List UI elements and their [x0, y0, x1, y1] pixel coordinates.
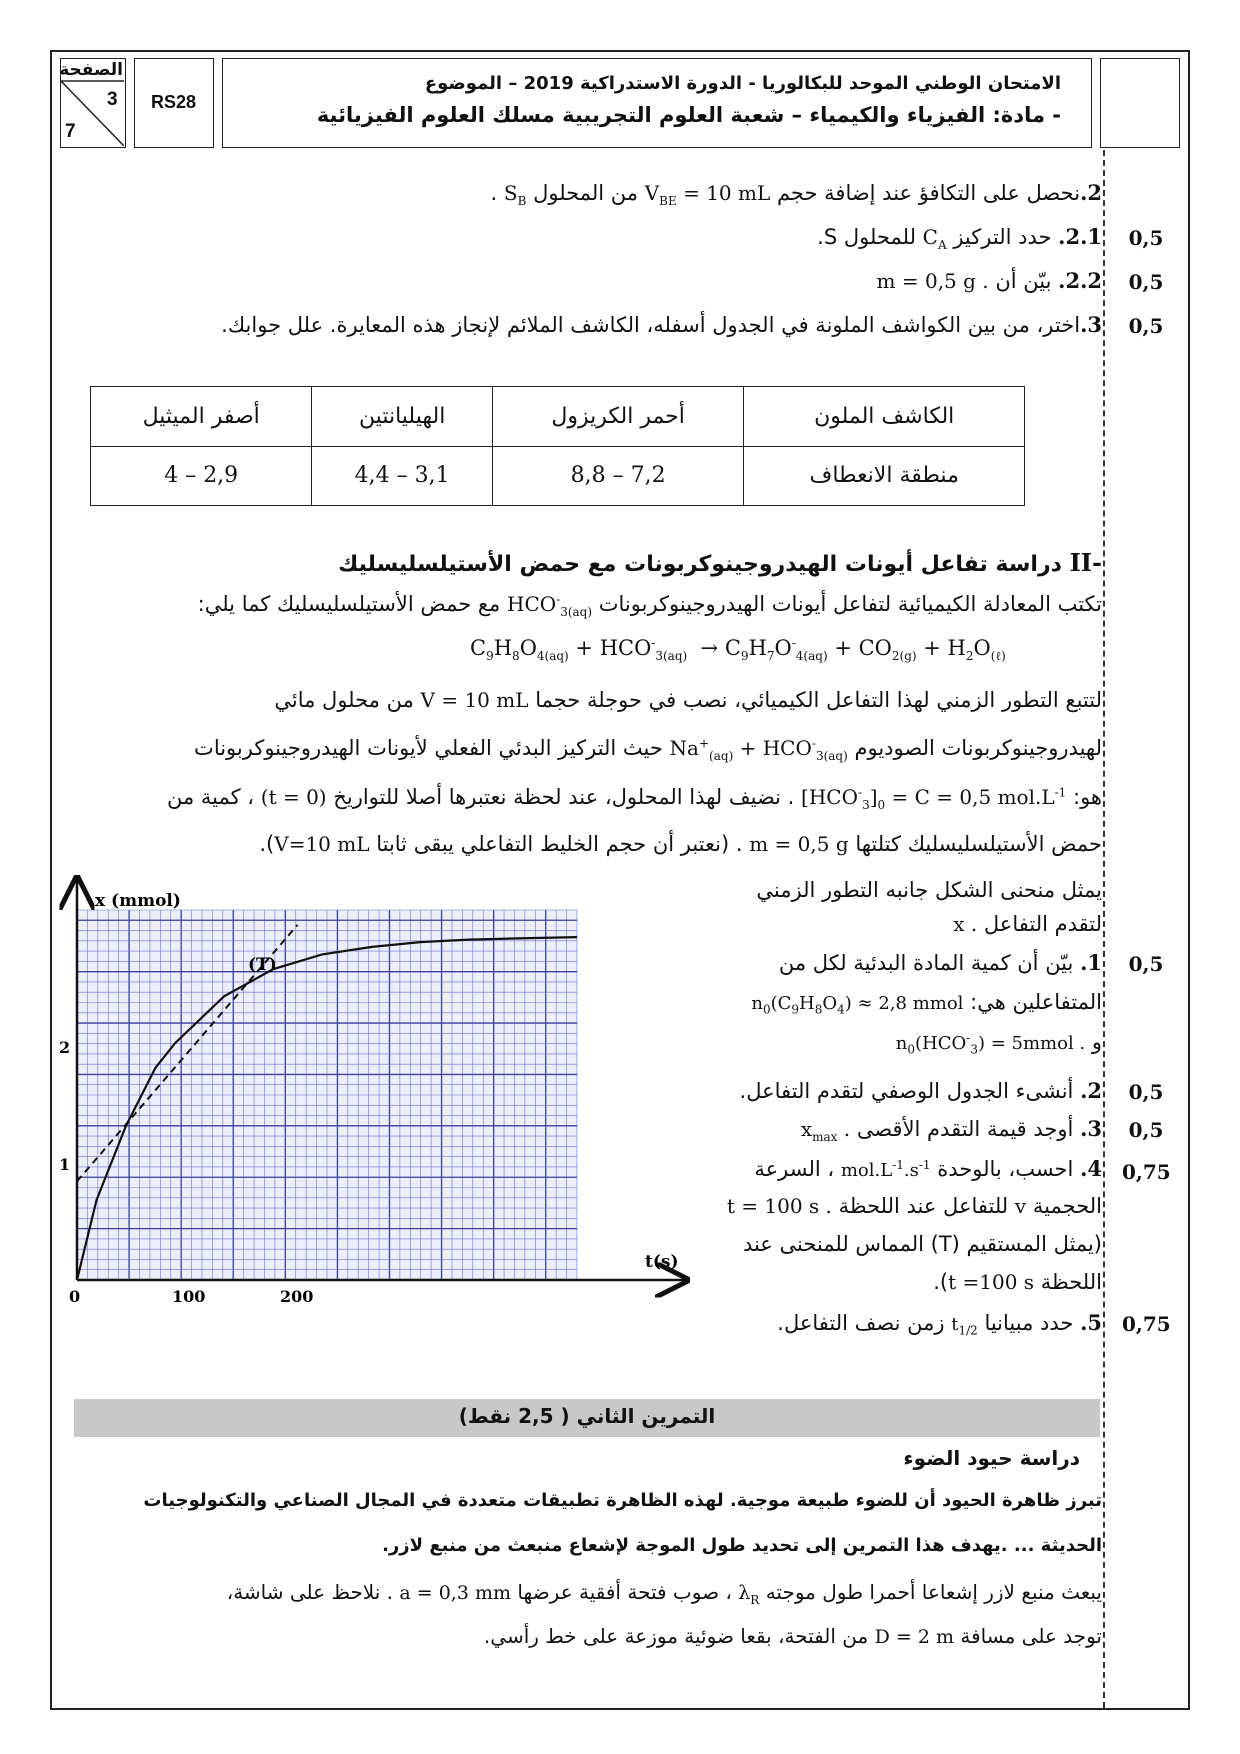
table-cell: منطقة الانعطاف — [744, 446, 1025, 506]
table-cell: 3,1 – 4,4 — [312, 446, 493, 506]
exercise2-p4: توجد على مسافة D = 2 m من الفتحة، بقعا ضوئية موزعة على خط رأسي. — [483, 1624, 1102, 1648]
part2-p2: لهيدروجينوكربونات الصوديوم $Na^+_{(aq)} + HCO^-_{3(aq)}$ حيث التركيز البدئي الفعلي لأيونات الهيدروجينوكربونات — [194, 736, 1102, 763]
reaction-equation: $C_9H_8O_{4(aq)} + HCO^-_{3(aq)} \to C_9H_7O^-_{4(aq)} + CO_{2(g)} + H_2O_{(\ell)}$ — [470, 636, 1006, 664]
page-total: 7 — [65, 121, 76, 142]
tangent-label: (T) — [248, 955, 277, 975]
p2-q1b: المتفاعلين هي: $n_0(C_9H_8O_4) \approx 2,8$ mmol — [751, 990, 1102, 1017]
p2-q2: 2. أنشىء الجدول الوصفي لتقدم التفاعل. — [739, 1078, 1102, 1103]
x-tick-label: 0 — [69, 1287, 81, 1306]
p2-q5-mark: 0,75 — [1122, 1312, 1171, 1336]
part2-p3: هو: $[HCO^-_3]_0 = C = 0,5$ $mol.L^{-1}$ . نضيف لهذا المحلول، عند لحظة نعتبرها أصلا للتواريخ (t = 0) ، كمية من — [166, 785, 1102, 812]
p2-q4: 4. احسب، بالوحدة $mol.L^{-1}.s^{-1}$ ، السرعة — [754, 1156, 1102, 1181]
p2-q3: 3. أوجد قيمة التقدم الأقصى $x_{max}$ . — [800, 1116, 1102, 1144]
exam-code: RS28 — [150, 92, 197, 112]
table-cell: أحمر الكريزول — [492, 387, 744, 447]
q21-mark: 0,5 — [1128, 226, 1164, 250]
title-box — [222, 58, 1092, 148]
exercise2-title: التمرين الثاني ( 2,5 نقط) — [458, 1404, 716, 1428]
code-box — [134, 58, 214, 148]
p2-q4c: (يمثل المستقيم (T) المماس للمنحنى عند — [742, 1232, 1102, 1256]
table-cell: 2,9 – 4 — [91, 446, 312, 506]
x-axis-label: t(s) — [645, 1252, 679, 1272]
p2-q5: 5. حدد مبيانيا $t_{1/2}$ زمن نصف التفاعل. — [777, 1310, 1102, 1338]
q22-line: 2.2. بيّن أن m = 0,5 g . — [876, 268, 1102, 293]
part2-p4: حمض الأستيلسليسليك كتلتها m = 0,5 g . (نعتبر أن حجم الخليط التفاعلي يبقى ثابتا V=10 mL). — [259, 832, 1102, 856]
table-row — [91, 446, 1025, 506]
exercise2-p2: الحديثة ... .يهدف هذا التمرين إلى تحديد طول الموجة لإشعاع منبعث من منبع لازر. — [382, 1535, 1102, 1556]
header-title-line1: الامتحان الوطني الموحد للبكالوريا - الدورة الاستدراكية 2019 – الموضوع — [424, 73, 1061, 94]
page-number: 3 — [107, 89, 118, 110]
exercise2-subtitle: دراسة حيود الضوء — [903, 1446, 1080, 1470]
table-cell: أصفر الميثيل — [91, 387, 312, 447]
table-cell: الكاشف الملون — [744, 387, 1025, 447]
p2-q4d: اللحظة t =100 s). — [933, 1270, 1102, 1294]
curve-desc2: لتقدم التفاعل x . — [953, 912, 1102, 936]
advancement-graph — [55, 870, 695, 1310]
p2-q1c: و $n_0(HCO^-_3)$ = 5mmol . — [895, 1030, 1102, 1057]
page-number-box — [60, 58, 126, 148]
p2-q4b: الحجمية v للتفاعل عند اللحظة t = 100 s . — [726, 1194, 1102, 1218]
q22-mark: 0,5 — [1128, 270, 1164, 294]
part2-title: II- دراسة تفاعل أيونات الهيدروجينوكربونات مع حمض الأستيلسليسليك — [338, 548, 1102, 577]
indicator-table — [90, 386, 1025, 506]
q2-line: 2.نحصل على التكافؤ عند إضافة حجم $V_{BE} = 10$ mL من المحلول $S_B$ . — [490, 180, 1102, 208]
p2-q2-mark: 0,5 — [1128, 1080, 1164, 1104]
blank-box — [1100, 58, 1180, 148]
exercise2-p3: يبعث منبع لازر إشعاعا أحمرا طول موجته $\lambda_R$ ، صوب فتحة أفقية عرضها a = 0,3 mm . نلاحظ على شاشة، — [226, 1580, 1102, 1607]
y-axis-label: x (mmol) — [95, 891, 181, 911]
part2-intro: تكتب المعادلة الكيميائية لتفاعل أيونات الهيدروجينوكربونات $HCO^-_{3(aq)}$ مع حمض الأستيلسليسليك كما يلي: — [197, 592, 1102, 619]
header-title-line2: - مادة: الفيزياء والكيمياء – شعبة العلوم التجريبية مسلك العلوم الفيزيائية — [316, 103, 1061, 127]
p2-q3-mark: 0,5 — [1128, 1118, 1164, 1142]
y-tick-label: 2 — [59, 1038, 71, 1057]
q21-line: 2.1. حدد التركيز $C_A$ للمحلول S. — [817, 224, 1102, 252]
curve-desc1: يمثل منحنى الشكل جانبه التطور الزمني — [756, 878, 1102, 902]
p2-q4-mark: 0,75 — [1122, 1160, 1171, 1184]
table-cell: الهيليانتين — [312, 387, 493, 447]
y-tick-label: 1 — [59, 1155, 71, 1174]
p2-q1: 1. بيّن أن كمية المادة البدئية لكل من — [778, 950, 1102, 975]
p2-q1-mark: 0,5 — [1128, 952, 1164, 976]
margin-dashed-line — [1103, 150, 1105, 1708]
table-row — [91, 387, 1025, 447]
x-tick-label: 200 — [280, 1287, 314, 1306]
part2-p1: لتتبع التطور الزمني لهذا التفاعل الكيميائي، نصب في حوجلة حجما V = 10 mL من محلول مائي — [274, 688, 1102, 712]
q3-mark: 0,5 — [1128, 314, 1164, 338]
q3-line: 3.اختر، من بين الكواشف الملونة في الجدول أسفله، الكاشف الملائم لإنجاز هذه المعايرة. علل جوابك. — [221, 312, 1102, 337]
page-label: الصفحة — [59, 60, 123, 80]
exercise2-title-bar — [74, 1399, 1100, 1437]
exercise2-p1: تبرز ظاهرة الحيود أن للضوء طبيعة موجية. لهذه الظاهرة تطبيقات متعددة في المجال الصناعي والتكنولوجيات — [143, 1490, 1102, 1511]
table-cell: 7,2 – 8,8 — [492, 446, 744, 506]
x-tick-label: 100 — [172, 1287, 206, 1306]
